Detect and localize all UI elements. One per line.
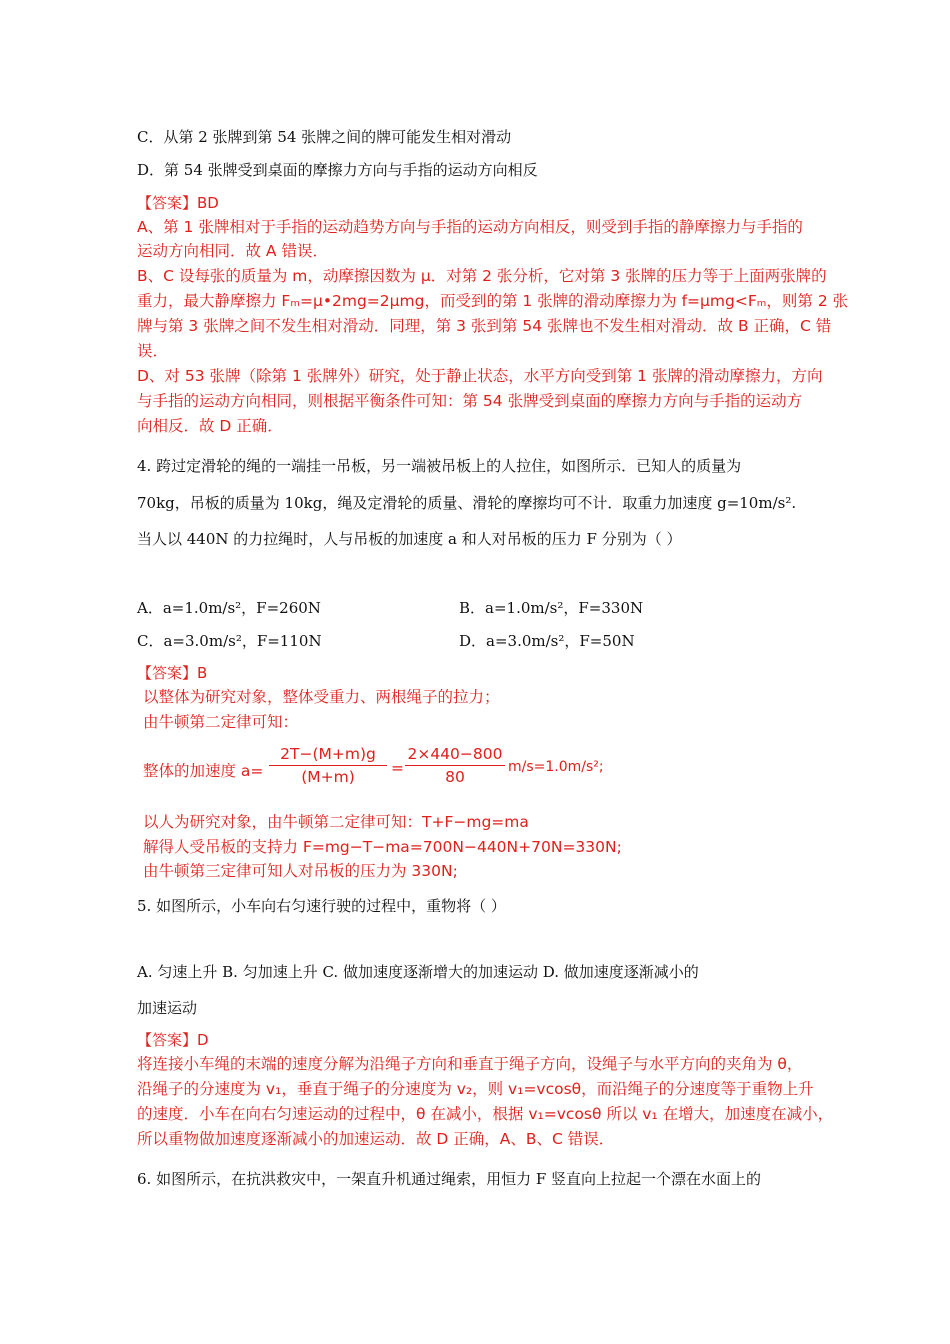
q5-stem: 5. 如图所示，小车向右匀速行驶的过程中，重物将（ ） <box>137 897 506 915</box>
fraction-2 <box>405 745 505 786</box>
q3-explanation-line: 重力，最大静摩擦力 Fₘ=μ•2mg=2μmg，而受到的第 1 张牌的滑动摩擦力为 f=μmg<Fₘ，则第 2 张 <box>137 292 849 310</box>
q4-answer: 【答案】B <box>137 664 208 682</box>
formula-suffix: m/s=1.0m/s²; <box>508 759 604 775</box>
q4-stem-line: 当人以 440N 的力拉绳时，人与吊板的加速度 a 和人对吊板的压力 F 分别为（ ） <box>137 530 682 548</box>
q4-explanation-line: 由牛顿第二定律可知： <box>143 713 299 731</box>
fraction-1-numerator: 2T−(M+m)g <box>280 745 376 763</box>
q4-option-c: C．a=3.0m/s²，F=110N <box>137 632 322 650</box>
q6-stem: 6. 如图所示，在抗洪救灾中，一架直升机通过绳索，用恒力 F 竖直向上拉起一个漂在水面上的 <box>137 1170 762 1188</box>
q3-answer: 【答案】BD <box>137 194 219 212</box>
q4-explanation-line: 以人为研究对象，由牛顿第二定律可知：T+F−mg=ma <box>143 813 529 831</box>
q4-stem-line: 70kg，吊板的质量为 10kg，绳及定滑轮的质量、滑轮的摩擦均可不计．取重力加速度 g=10m/s². <box>137 494 797 512</box>
fraction-2-bar <box>405 765 505 766</box>
q5-explanation-line: 沿绳子的分速度为 v₁，垂直于绳子的分速度为 v₂，则 v₁=vcosθ，而沿绳子的分速度等于重物上升 <box>137 1080 814 1098</box>
q5-explanation-line: 所以重物做加速度逐渐减小的加速运动．故 D 正确，A、B、C 错误． <box>137 1130 615 1148</box>
fraction-1-denominator: (M+m) <box>301 768 355 786</box>
q4-explanation-line: 由牛顿第三定律可知人对吊板的压力为 330N; <box>143 862 458 880</box>
q3-option-c: C．从第 2 张牌到第 54 张牌之间的牌可能发生相对滑动 <box>137 128 512 146</box>
q4-explanation-line: 解得人受吊板的支持力 F=mg−T−ma=700N−440N+70N=330N; <box>143 838 622 856</box>
fraction-2-numerator: 2×440−800 <box>407 745 503 763</box>
q3-explanation-line: D、对 53 张牌（除第 1 张牌外）研究，处于静止状态，水平方向受到第 1 张牌的滑动摩擦力，方向 <box>137 367 823 385</box>
fraction-2-denominator: 80 <box>445 768 465 786</box>
q5-explanation-line: 的速度．小车在向右匀速运动的过程中，θ 在减小，根据 v₁=vcosθ 所以 v₁ 在增大，加速度在减小， <box>137 1105 834 1123</box>
q3-explanation-line: 运动方向相同．故 A 错误． <box>137 242 328 260</box>
q4-option-a: A．a=1.0m/s²，F=260N <box>137 599 321 617</box>
formula-prefix: 整体的加速度 a= <box>143 762 264 780</box>
q5-options: A. 匀速上升 B. 匀加速上升 C. 做加速度逐渐增大的加速运动 D. 做加速度逐渐减小的 <box>137 963 699 981</box>
q4-option-b: B．a=1.0m/s²，F=330N <box>459 599 644 617</box>
q4-stem-line: 4. 跨过定滑轮的绳的一端挂一吊板，另一端被吊板上的人拉住，如图所示．已知人的质量为 <box>137 457 742 475</box>
q5-options-continued: 加速运动 <box>137 999 198 1017</box>
q5-explanation-line: 将连接小车绳的末端的速度分解为沿绳子方向和垂直于绳子方向，设绳子与水平方向的夹角为 θ， <box>137 1055 803 1073</box>
q3-explanation-line: 向相反．故 D 正确． <box>137 417 283 435</box>
q3-option-d: D．第 54 张牌受到桌面的摩擦力方向与手指的运动方向相反 <box>137 161 538 179</box>
q3-explanation-line: B、C 设每张的质量为 m，动摩擦因数为 μ．对第 2 张分析，它对第 3 张牌的压力等于上面两张牌的 <box>137 267 827 285</box>
q3-explanation-line: 误． <box>137 342 169 360</box>
fraction-1 <box>269 745 387 786</box>
equals-sign: = <box>391 759 404 777</box>
q5-answer: 【答案】D <box>137 1031 209 1049</box>
fraction-1-bar <box>269 765 387 766</box>
q4-option-d: D．a=3.0m/s²，F=50N <box>459 632 635 650</box>
q3-explanation-line: A、第 1 张牌相对于手指的运动趋势方向与手指的运动方向相反，则受到手指的静摩擦力与手指的 <box>137 218 803 236</box>
q4-explanation-line: 以整体为研究对象，整体受重力、两根绳子的拉力； <box>143 688 500 706</box>
q3-explanation-line: 与手指的运动方向相同，则根据平衡条件可知：第 54 张牌受到桌面的摩擦力方向与手指的运动方 <box>137 392 803 410</box>
q3-explanation-line: 牌与第 3 张牌之间不发生相对滑动．同理，第 3 张到第 54 张牌也不发生相对滑动．故 B 正确，C 错 <box>137 317 832 335</box>
